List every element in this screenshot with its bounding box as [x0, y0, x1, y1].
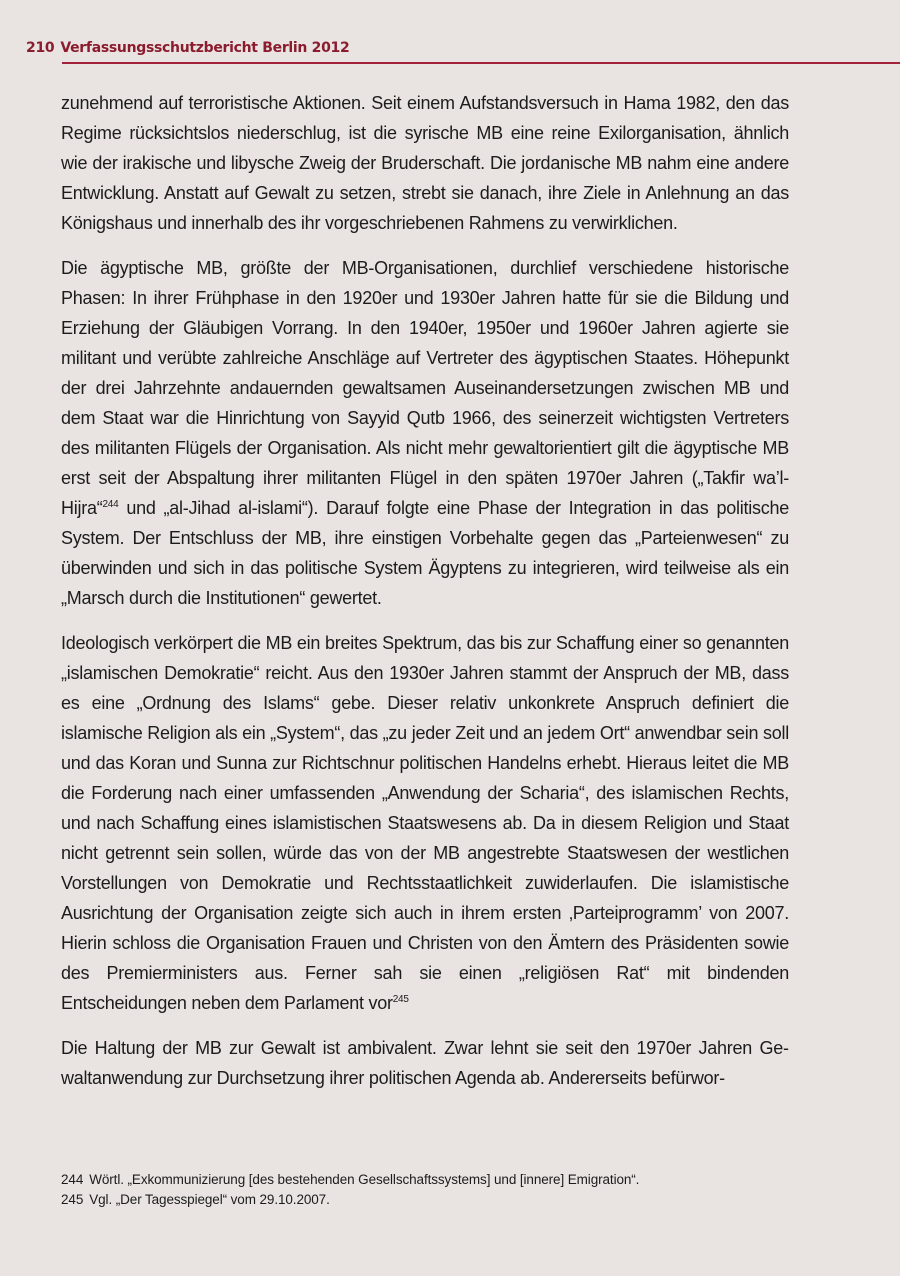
paragraph-text: und „al-Jihad al-islami“). Darauf folgte eine Phase der Integration in das politische System. Der Entschluss der MB, ihre einstigen Vorbehalte gegen das „Parteienwesen“ zu überwinden und sich in das politische System Ägyptens zu integrieren, wird teilweise als ein „Marsch durch die Institutionen“ gewertet. [61, 498, 789, 608]
footnote [61, 1190, 821, 1210]
paragraph-4 [61, 1033, 789, 1093]
paragraph-text: Die Haltung der MB zur Gewalt ist ambivalent. Zwar lehnt sie seit den 1970er Jahren Gewaltanwendung zur Durchsetzung ihrer politischen Agenda ab. Andererseits befürwor- [61, 1038, 789, 1088]
footnote [61, 1170, 821, 1190]
footnote-text: Vgl. „Der Tagesspiegel“ vom 29.10.2007. [89, 1192, 330, 1207]
footnote-ref-245[interactable]: 245 [392, 994, 409, 1005]
paragraph-text: Die ägyptische MB, größte der MB-Organisationen, durchlief verschiedene historische Phasen: In ihrer Frühphase in den 1920er und 1930er Jahren hatte für sie die Bildung und Erziehung der Gläubigen Vorrang. In den 1940er, 1950er und 1960er Jahren agierte sie militant und verübte zahlreiche Anschläge auf Vertreter des ägyptischen Staates. Höhepunkt der drei Jahrzehnte andauernden gewaltsamen Auseinandersetzungen zwischen MB und dem Staat war die Hinrichtung von Sayyid Qutb 1966, des seinerzeit wichtigsten Vertreters des militanten Flügels der Organisation. Als nicht mehr gewaltorientiert gilt die ägyptische MB erst seit der Abspaltung ihrer militanten Flügel in den späten 1970er Jahren („Takfir wa’l-Hijra“ [61, 258, 789, 518]
body-text [61, 88, 789, 1108]
footnotes [61, 1170, 821, 1210]
header-rule [62, 62, 900, 64]
paragraph-text: Ideologisch verkörpert die MB ein breites Spektrum, das bis zur Schaffung einer so genannten „islamischen Demokratie“ reicht. Aus den 1930er Jahren stammt der Anspruch der MB, dass es eine „Ordnung des Islams“ gebe. Dieser relativ unkonkrete Anspruch definiert die islamische Religion als ein „System“, das „zu jeder Zeit und an jedem Ort“ anwendbar sein soll und das Koran und Sunna zur Richtschnur politischen Handelns erhebt. Hieraus leitet die MB die Forderung nach einer umfassenden „Anwendung der Scharia“, des islamischen Rechts, und nach Schaffung eines islamistischen Staatswesens ab. Da in diesem Religion und Staat nicht getrennt sein sollen, würde das von der MB angestrebte Staatswesen der westlichen Vorstellungen von Demokratie und Rechtsstaatlichkeit zuwiderlaufen. Die islamistische Ausrichtung der Organisation zeigte sich auch in ihrem ersten ‚Parteiprogramm’ von 2007. Hierin schloss die Organisation Frauen und Christen von den Ämtern des Präsidenten sowie des Premierministers aus. Ferner sah sie einen „religiösen Rat“ mit bindenden Entscheidungen neben dem Parlament vor [61, 633, 789, 1013]
paragraph-1 [61, 88, 789, 238]
page-number: 210 [26, 40, 55, 56]
footnote-text: Wörtl. „Exkommunizierung [des bestehenden Gesellschaftssystems] und [innere] Emigration“. [89, 1172, 640, 1187]
paragraph-3 [61, 628, 789, 1018]
footnote-number: 244 [61, 1172, 84, 1187]
footnote-ref-244[interactable]: 244 [102, 499, 119, 510]
running-header [26, 40, 900, 56]
paragraph-text: zunehmend auf terroristische Aktionen. Seit einem Aufstandsversuch in Hama 1982, den das Regime rücksichtslos niederschlug, ist die syrische MB eine reine Exilorganisation, ähnlich wie der irakische und libysche Zweig der Bruderschaft. Die jordanische MB nahm eine andere Entwicklung. Anstatt auf Gewalt zu setzen, strebt sie danach, ihre Ziele in Anlehnung an das Königshaus und innerhalb des ihr vorgeschriebenen Rahmens zu verwirklichen. [61, 93, 789, 233]
footnote-number: 245 [61, 1192, 84, 1207]
paragraph-2 [61, 253, 789, 613]
publication-title: Verfassungsschutzbericht Berlin 2012 [60, 40, 350, 56]
